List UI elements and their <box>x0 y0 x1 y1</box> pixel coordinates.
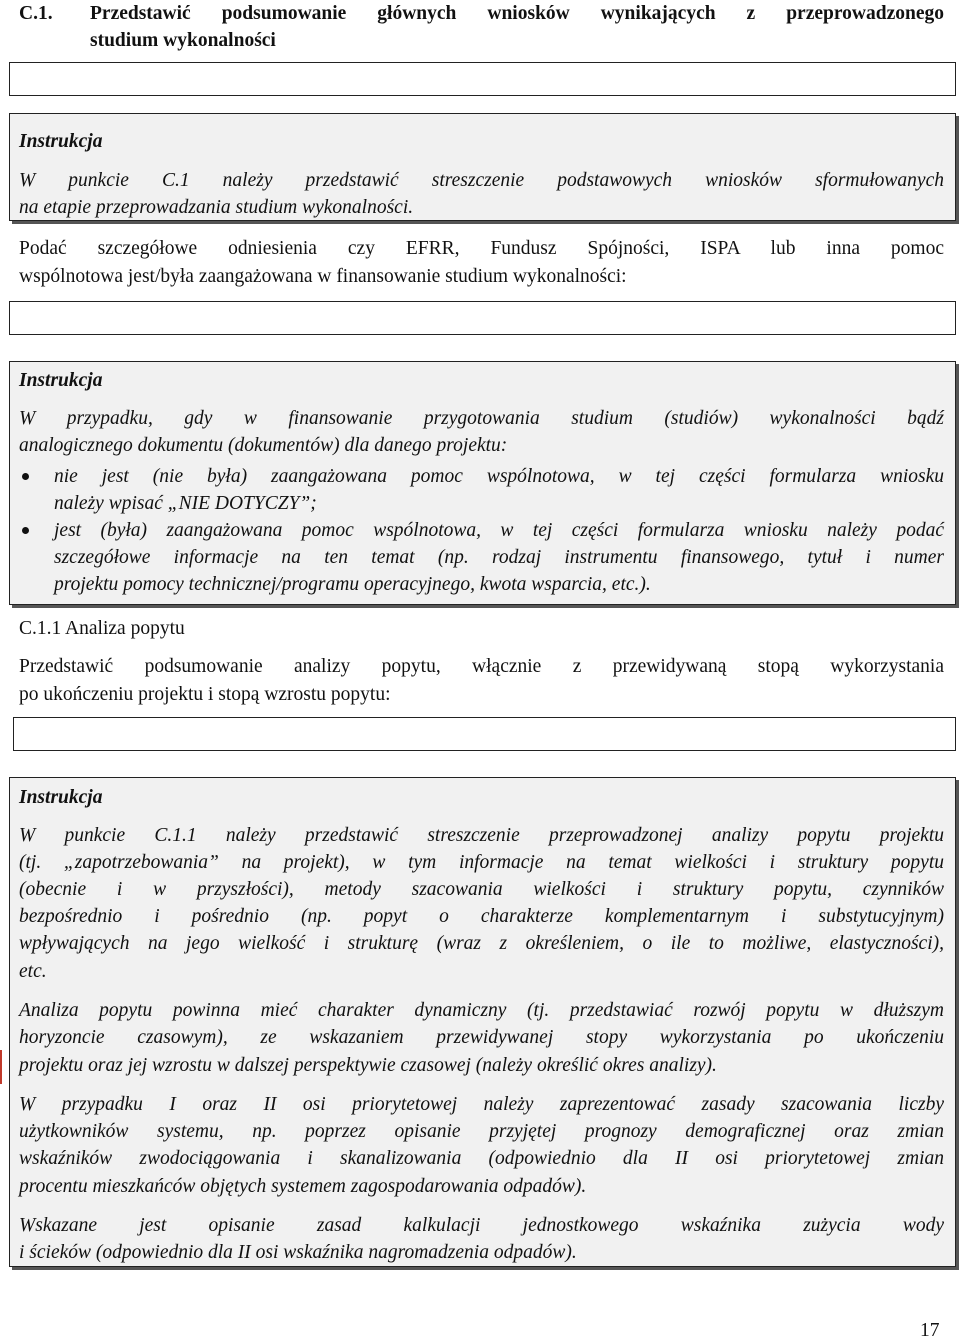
instruction-box-funding <box>9 361 956 605</box>
body-text-line: Przedstawić podsumowanie analizy popytu, włącznie z przewidywaną stopą wykorzystania <box>19 656 944 677</box>
instruction-text-line: W przypadku I oraz II osi priorytetowej należy zaprezentować zasady szacowania liczby <box>19 1094 944 1115</box>
instruction-box-c1 <box>9 113 956 221</box>
bullet-text-line: projektu pomocy technicznej/programu operacyjnego, kwota wsparcia, etc.). <box>54 574 651 595</box>
instruction-text-line: W punkcie C.1.1 należy przedstawić streszczenie przeprowadzonej analizy popytu projektu <box>19 825 944 846</box>
body-text-line: Podać szczegółowe odniesienia czy EFRR, Fundusz Spójności, ISPA lub inna pomoc <box>19 238 944 259</box>
instruction-text-line: (obecnie i w przyszłości), metody szacowania wielkości i struktury popytu, czynników <box>19 879 944 900</box>
instruction-text-line: użytkowników systemu, np. poprzez opisanie przyjętej prognozy demograficznej oraz zmian <box>19 1121 944 1142</box>
instruction-text-line: analogicznego dokumentu (dokumentów) dla danego projektu: <box>19 435 508 456</box>
instruction-text-line: wpływających na jego wielkość i strukturę (wraz z określeniem, o ile to możliwe, elastyczności), <box>19 933 944 954</box>
answer-field-c1[interactable] <box>9 62 956 96</box>
bullet-text-line: należy wpisać „NIE DOTYCZY”; <box>54 493 317 514</box>
instruction-text-line: projektu oraz jej wzrostu w dalszej perspektywie czasowej (należy określić okres analizy). <box>19 1055 717 1076</box>
bullet-text-line: jest (była) zaangażowana pomoc wspólnotowa, w tej części formularza wniosku należy podać <box>54 520 944 541</box>
instruction-text-line: W punkcie C.1 należy przedstawić streszczenie podstawowych wniosków sformułowanych <box>19 170 944 191</box>
instruction-text-line: i ścieków (odpowiednio dla II osi wskaźnika nagromadzenia odpadów). <box>19 1242 577 1263</box>
instruction-title: Instrukcja <box>19 370 103 391</box>
subsection-title: C.1.1 Analiza popytu <box>19 618 185 639</box>
body-text-line: wspólnotowa jest/była zaangażowana w finansowanie studium wykonalności: <box>19 266 627 287</box>
section-title-line1: Przedstawić podsumowanie głównych wniosków wynikających z przeprowadzonego <box>90 3 944 24</box>
instruction-text-line: etc. <box>19 961 47 982</box>
instruction-text-line: Wskazane jest opisanie zasad kalkulacji jednostkowego wskaźnika zużycia wody <box>19 1215 944 1236</box>
instruction-text-line: procentu mieszkańców objętych systemem zagospodarowania odpadów). <box>19 1176 587 1197</box>
instruction-text-line: wskaźników zwodociągowania i skanalizowania (odpowiednio dla II osi priorytetowej zmian <box>19 1148 944 1169</box>
bullet-text-line: nie jest (nie była) zaangażowana pomoc wspólnotowa, w tej części formularza wniosku <box>54 466 944 487</box>
answer-field-demand[interactable] <box>13 717 956 751</box>
instruction-box-c11 <box>9 777 956 1267</box>
body-text-line: po ukończeniu projektu i stopą wzrostu popytu: <box>19 684 391 705</box>
bullet-dot-icon <box>22 473 29 480</box>
bullet-dot-icon <box>22 527 29 534</box>
instruction-text-line: Analiza popytu powinna mieć charakter dynamiczny (tj. przedstawiać rozwój popytu w dłuższym <box>19 1000 944 1021</box>
section-title-line2: studium wykonalności <box>90 30 276 51</box>
answer-field-funding[interactable] <box>9 301 956 335</box>
bullet-text-line: szczegółowe informacje na ten temat (np. rodzaj instrumentu finansowego, tytuł i numer <box>54 547 944 568</box>
instruction-title: Instrukcja <box>19 131 103 152</box>
instruction-text-line: (tj. „zapotrzebowania” na projekt), w tym informacje na temat wielkości i struktury popytu <box>19 852 944 873</box>
instruction-text-line: bezpośrednio i pośrednio (np. popyt o charakterze komplementarnym i substytucyjnym) <box>19 906 944 927</box>
instruction-text-line: horyzoncie czasowym), ze wskazaniem przewidywanej stopy wykorzystania po ukończeniu <box>19 1027 944 1048</box>
instruction-text-line: na etapie przeprowadzania studium wykonalności. <box>19 197 414 218</box>
section-number: C.1. <box>19 3 53 24</box>
page-number: 17 <box>920 1320 940 1341</box>
instruction-title: Instrukcja <box>19 787 103 808</box>
revision-mark <box>0 1050 2 1084</box>
instruction-text-line: W przypadku, gdy w finansowanie przygotowania studium (studiów) wykonalności bądź <box>19 408 944 429</box>
